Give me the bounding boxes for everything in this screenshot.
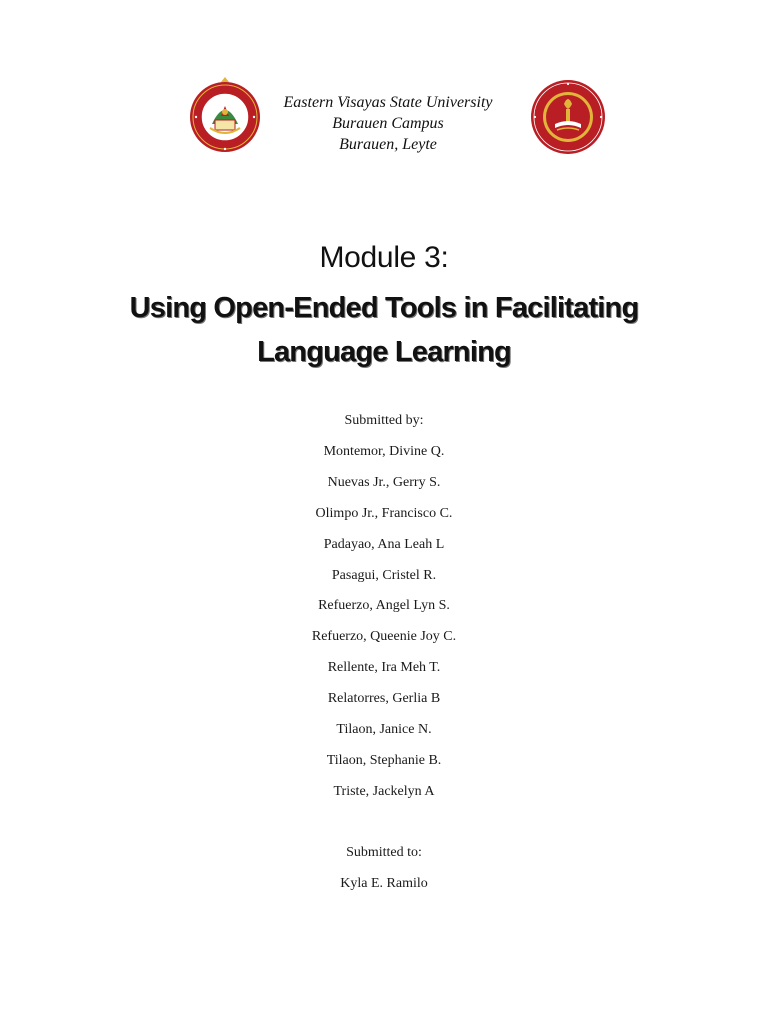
campus-location: Burauen, Leyte <box>339 136 437 153</box>
module-title-line-2: Language Learning <box>257 336 511 368</box>
author-name: Montemor, Divine Q. <box>323 444 445 459</box>
campus-name: Burauen Campus <box>332 115 444 132</box>
author-name: Rellente, Ira Meh T. <box>327 660 441 676</box>
module-title-block <box>0 238 768 374</box>
module-title-line-1: Using Open-Ended Tools in Facilitating <box>129 292 639 324</box>
university-heading <box>268 92 508 155</box>
evsu-burauen-seal-icon <box>188 76 262 156</box>
author-name: Olimpo Jr., Francisco C. <box>315 505 453 521</box>
submitted-by-label: Submitted by: <box>344 413 424 428</box>
author-name: Nuevas Jr., Gerry S. <box>327 474 441 490</box>
submitted-by-section <box>0 409 768 811</box>
author-name: Triste, Jackelyn A <box>333 783 435 799</box>
university-name: Eastern Visayas State University <box>283 94 493 111</box>
author-name: Pasagui, Cristel R. <box>331 567 437 583</box>
submitted-to-section <box>0 841 768 903</box>
author-name: Tilaon, Stephanie B. <box>326 752 442 768</box>
document-header <box>0 70 768 160</box>
module-number: Module 3: <box>319 241 449 274</box>
instructor-name: Kyla E. Ramilo <box>340 876 428 891</box>
module-title <box>0 286 768 374</box>
author-name: Relatorres, Gerlia B <box>327 691 441 707</box>
author-name: Tilaon, Janice N. <box>336 722 432 738</box>
author-name: Refuerzo, Angel Lyn S. <box>318 598 450 614</box>
author-list <box>0 440 768 811</box>
evsu-university-seal-icon <box>529 78 607 156</box>
author-name: Padayao, Ana Leah L <box>323 536 445 552</box>
submitted-to-label: Submitted to: <box>346 845 422 860</box>
author-name: Refuerzo, Queenie Joy C. <box>311 629 457 645</box>
